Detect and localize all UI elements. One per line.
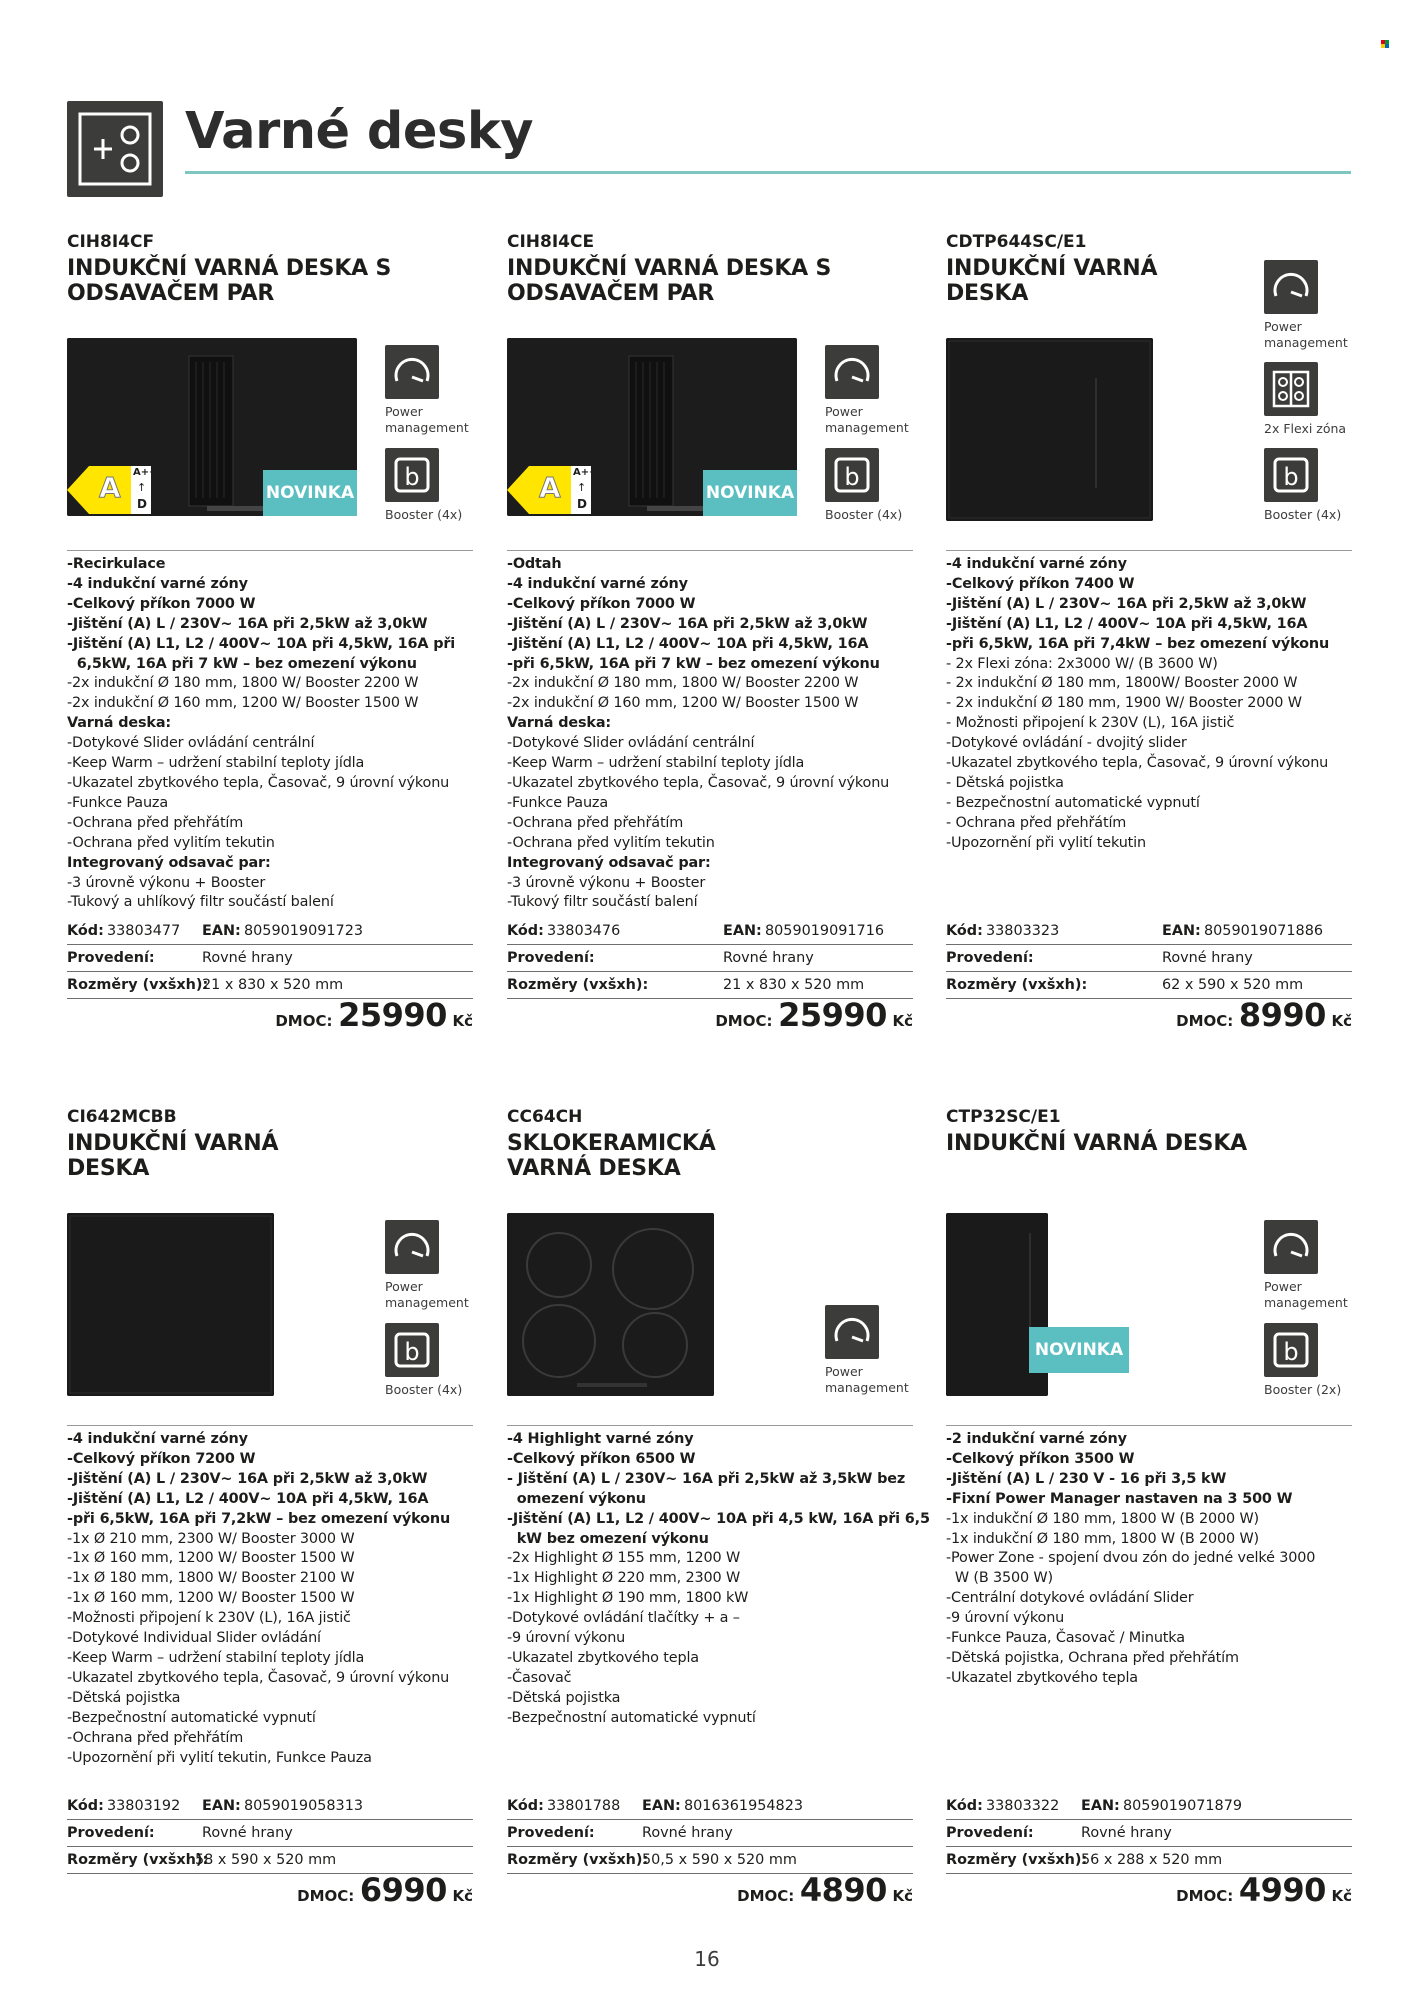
price-label: DMOC: bbox=[715, 1012, 773, 1030]
booster-badge bbox=[1264, 1323, 1341, 1398]
feature-item: -Celkový příkon 7200 W bbox=[67, 1450, 256, 1467]
price-value: 25990 bbox=[338, 996, 447, 1034]
feature-item: -Ochrana před přehřátím bbox=[67, 814, 244, 831]
ean-label: EAN: bbox=[723, 923, 762, 939]
spec-row-dims bbox=[946, 972, 1352, 999]
feature-item: -Ochrana před vylitím tekutin bbox=[507, 834, 715, 851]
spec-row-finish bbox=[67, 1820, 473, 1847]
price-currency: Kč bbox=[892, 1887, 913, 1905]
feature-item: W (B 3500 W) bbox=[946, 1570, 1053, 1587]
feature-item: Varná deska: bbox=[67, 715, 171, 732]
spec-row-dims bbox=[507, 1847, 913, 1874]
product-card-ctp32sc bbox=[946, 1107, 1352, 1907]
dims-value: 58 x 590 x 520 mm bbox=[195, 1852, 337, 1868]
feature-item: -Ukazatel zbytkového tepla, Časovač, 9 úrovní výkonu bbox=[67, 1669, 450, 1686]
feature-item: -Dotykové Slider ovládání centrální bbox=[67, 735, 315, 752]
spec-row-code bbox=[67, 1793, 473, 1820]
power-gauge-icon bbox=[1264, 260, 1318, 314]
new-badge: NOVINKA bbox=[703, 470, 797, 516]
feature-item: -Fixní Power Manager nastaven na 3 500 W bbox=[946, 1490, 1293, 1507]
feature-list bbox=[946, 550, 1352, 854]
product-photo-ceramic-hob bbox=[507, 1213, 714, 1396]
feature-item: -4 indukční varné zóny bbox=[67, 575, 248, 592]
spec-table bbox=[507, 918, 913, 999]
feature-item: -Jištění (A) L / 230 V - 16 při 3,5 kW bbox=[946, 1470, 1227, 1487]
energy-label bbox=[507, 464, 607, 520]
price bbox=[1176, 1871, 1352, 1909]
feature-item: - Dětská pojistka bbox=[946, 774, 1064, 791]
product-photo-induction-hob bbox=[946, 338, 1153, 521]
price-label: DMOC: bbox=[297, 1887, 355, 1905]
feature-item: -Dotykové Individual Slider ovládání bbox=[67, 1630, 321, 1647]
booster-label: Booster (4x) bbox=[385, 507, 463, 522]
finish-label: Provedení: bbox=[946, 1825, 1034, 1841]
feature-item: Integrovaný odsavač par: bbox=[67, 854, 271, 871]
feature-item: -Ochrana před vylitím tekutin bbox=[67, 834, 275, 851]
ean-label: EAN: bbox=[202, 1798, 241, 1814]
spec-row-finish bbox=[946, 1820, 1352, 1847]
feature-list bbox=[67, 550, 473, 913]
energy-scale-bottom: D bbox=[577, 497, 587, 511]
finish-value: Rovné hrany bbox=[202, 1825, 293, 1841]
product-model: CI642MCBB bbox=[67, 1107, 177, 1127]
power-management-label: Power management bbox=[825, 404, 909, 435]
feature-item: -Keep Warm – udržení stabilní teploty jídla bbox=[67, 755, 365, 772]
feature-item: -Ukazatel zbytkového tepla, Časovač, 9 úrovní výkonu bbox=[67, 774, 450, 791]
spec-table bbox=[67, 918, 473, 999]
spec-row-code bbox=[946, 1793, 1352, 1820]
dims-value: 56 x 288 x 520 mm bbox=[1081, 1852, 1223, 1868]
feature-list bbox=[946, 1425, 1352, 1689]
feature-item: -9 úrovní výkonu bbox=[946, 1610, 1065, 1627]
feature-item: -Celkový příkon 6500 W bbox=[507, 1450, 696, 1467]
feature-item: -Centrální dotykové ovládání Slider bbox=[946, 1590, 1194, 1607]
product-model: CTP32SC/E1 bbox=[946, 1107, 1061, 1127]
code-label: Kód: bbox=[67, 923, 104, 939]
ean-value: 8059019058313 bbox=[244, 1798, 364, 1814]
feature-item: -2x indukční Ø 160 mm, 1200 W/ Booster 1500 W bbox=[507, 695, 859, 712]
finish-label: Provedení: bbox=[946, 950, 1034, 966]
code-value: 33803322 bbox=[986, 1798, 1060, 1814]
product-card-cc64ch bbox=[507, 1107, 930, 1909]
spec-row-finish bbox=[507, 945, 913, 972]
feature-item: -Jištění (A) L1, L2 / 400V~ 10A při 4,5kW, 16A bbox=[67, 1490, 429, 1507]
dims-label: Rozměry (vxšxh): bbox=[946, 977, 1088, 993]
spec-table bbox=[507, 1793, 913, 1874]
booster-badge bbox=[1264, 448, 1341, 523]
price-value: 4890 bbox=[799, 1871, 887, 1909]
energy-scale-top: A+++ bbox=[573, 467, 606, 478]
product-name: INDUKČNÍ VARNÁ DESKA bbox=[946, 1131, 1247, 1156]
feature-item: -Jištění (A) L / 230V~ 16A při 2,5kW až 3,0kW bbox=[67, 1470, 428, 1487]
power-gauge-icon bbox=[1264, 1220, 1318, 1274]
product-card-cih8i4ce bbox=[507, 232, 913, 1032]
price bbox=[297, 1871, 473, 1909]
finish-value: Rovné hrany bbox=[1081, 1825, 1172, 1841]
feature-item: -Jištění (A) L / 230V~ 16A při 2,5kW až 3,0kW bbox=[507, 615, 868, 632]
booster-badge bbox=[385, 1323, 462, 1398]
feature-item: -2x indukční Ø 180 mm, 1800 W/ Booster 2200 W bbox=[67, 675, 419, 692]
code-label: Kód: bbox=[67, 1798, 104, 1814]
power-management-label: Power management bbox=[825, 1364, 909, 1395]
code-label: Kód: bbox=[507, 923, 544, 939]
price-value: 6990 bbox=[359, 1871, 447, 1909]
flexi-zone-label: 2x Flexi zóna bbox=[1264, 421, 1347, 436]
feature-item: -Jištění (A) L / 230V~ 16A při 2,5kW až 3,0kW bbox=[67, 615, 428, 632]
energy-class: A bbox=[99, 471, 121, 504]
price-value: 4990 bbox=[1238, 1871, 1326, 1909]
energy-label bbox=[67, 464, 167, 520]
feature-item: -při 6,5kW, 16A při 7,2kW – bez omezení výkonu bbox=[67, 1510, 451, 1527]
svg-text:b: b bbox=[1283, 1338, 1299, 1366]
spec-table bbox=[946, 918, 1352, 999]
ean-label: EAN: bbox=[1081, 1798, 1120, 1814]
finish-value: Rovné hrany bbox=[202, 950, 293, 966]
ean-value: 8059019091716 bbox=[765, 923, 885, 939]
spec-row-dims bbox=[946, 1847, 1352, 1874]
feature-item: -Celkový příkon 3500 W bbox=[946, 1450, 1135, 1467]
feature-item: -Tukový filtr součástí balení bbox=[507, 894, 698, 911]
feature-item: -4 indukční varné zóny bbox=[507, 575, 688, 592]
feature-item: -Dotykové Slider ovládání centrální bbox=[507, 735, 755, 752]
feature-list bbox=[507, 1425, 930, 1729]
product-model: CIH8I4CF bbox=[67, 232, 155, 252]
feature-item: -Dětská pojistka, Ochrana před přehřátím bbox=[946, 1649, 1239, 1666]
page-number: 16 bbox=[694, 1947, 720, 1971]
product-name: INDUKČNÍ VARNÁ DESKA S ODSAVAČEM PAR bbox=[507, 256, 832, 306]
product-card-cdtp644sc bbox=[946, 232, 1352, 1032]
feature-item: Integrovaný odsavač par: bbox=[507, 854, 711, 871]
feature-item: -Jištění (A) L1, L2 / 400V~ 10A při 4,5kW, 16A při bbox=[67, 635, 456, 652]
product-model: CIH8I4CE bbox=[507, 232, 595, 252]
ean-value: 8059019091723 bbox=[244, 923, 364, 939]
finish-value: Rovné hrany bbox=[723, 950, 814, 966]
new-badge: NOVINKA bbox=[1029, 1327, 1129, 1373]
spec-row-finish bbox=[507, 1820, 913, 1847]
feature-item: 6,5kW, 16A při 7 kW – bez omezení výkonu bbox=[67, 655, 417, 672]
price-currency: Kč bbox=[1331, 1887, 1352, 1905]
feature-item: -Ochrana před přehřátím bbox=[507, 814, 684, 831]
dims-value: 50,5 x 590 x 520 mm bbox=[642, 1852, 797, 1868]
energy-arrow-up-icon: ↑ bbox=[577, 481, 587, 494]
dims-label: Rozměry (vxšxh): bbox=[67, 977, 209, 993]
svg-text:b: b bbox=[404, 1338, 420, 1366]
spec-row-code bbox=[946, 918, 1352, 945]
feature-item: -9 úrovní výkonu bbox=[507, 1630, 626, 1647]
booster-b-icon bbox=[825, 448, 879, 502]
price-label: DMOC: bbox=[1176, 1012, 1234, 1030]
finish-label: Provedení: bbox=[67, 950, 155, 966]
booster-b-icon bbox=[1264, 1323, 1318, 1377]
power-management-badge bbox=[1264, 1220, 1354, 1311]
product-name: INDUKČNÍ VARNÁ DESKA bbox=[67, 1131, 279, 1181]
feature-item: - 2x indukční Ø 180 mm, 1800W/ Booster 2000 W bbox=[946, 675, 1298, 692]
feature-item: -Keep Warm – udržení stabilní teploty jídla bbox=[507, 755, 805, 772]
feature-item: -při 6,5kW, 16A při 7 kW – bez omezení výkonu bbox=[507, 655, 880, 672]
feature-item: -Funkce Pauza bbox=[67, 794, 168, 811]
code-value: 33803477 bbox=[107, 923, 181, 939]
feature-item: -Upozornění při vylití tekutin bbox=[946, 834, 1146, 851]
feature-item: -2x Highlight Ø 155 mm, 1200 W bbox=[507, 1550, 741, 1567]
power-management-label: Power management bbox=[385, 404, 469, 435]
feature-item: -4 indukční varné zóny bbox=[67, 1431, 248, 1447]
price-currency: Kč bbox=[452, 1887, 473, 1905]
feature-item: -Dětská pojistka bbox=[67, 1689, 181, 1706]
feature-item: -Časovač bbox=[507, 1669, 572, 1686]
price-value: 25990 bbox=[778, 996, 887, 1034]
booster-badge bbox=[825, 448, 902, 523]
price bbox=[737, 1871, 913, 1909]
product-photo-induction-hob bbox=[67, 1213, 274, 1396]
feature-item: -Dětská pojistka bbox=[507, 1689, 621, 1706]
feature-item: - 2x indukční Ø 180 mm, 1900 W/ Booster 2000 W bbox=[946, 695, 1302, 712]
title-divider bbox=[185, 171, 1351, 174]
product-card-cih8i4cf bbox=[67, 232, 473, 1032]
feature-item: -Funkce Pauza, Časovač / Minutka bbox=[946, 1630, 1185, 1647]
energy-scale-top: A+++ bbox=[133, 467, 166, 478]
ean-label: EAN: bbox=[1162, 923, 1201, 939]
spec-row-dims bbox=[67, 1847, 473, 1874]
feature-item: -1x Ø 210 mm, 2300 W/ Booster 3000 W bbox=[67, 1530, 355, 1547]
spec-row-code bbox=[507, 1793, 913, 1820]
power-management-badge bbox=[1264, 260, 1354, 351]
dims-label: Rozměry (vxšxh): bbox=[507, 977, 649, 993]
power-management-badge bbox=[825, 1305, 915, 1396]
feature-item: omezení výkonu bbox=[507, 1490, 646, 1507]
cooktop-category-icon bbox=[67, 101, 163, 197]
feature-item: -Bezpečnostní automatické vypnutí bbox=[507, 1709, 756, 1726]
code-value: 33803192 bbox=[107, 1798, 181, 1814]
power-management-label: Power management bbox=[1264, 1279, 1348, 1310]
feature-item: -Keep Warm – udržení stabilní teploty jídla bbox=[67, 1649, 365, 1666]
dims-label: Rozměry (vxšxh): bbox=[67, 1852, 209, 1868]
product-name: INDUKČNÍ VARNÁ DESKA bbox=[946, 256, 1158, 306]
booster-b-icon bbox=[1264, 448, 1318, 502]
feature-item: -Ukazatel zbytkového tepla bbox=[507, 1649, 699, 1666]
code-value: 33803476 bbox=[547, 923, 621, 939]
feature-item: -Recirkulace bbox=[67, 556, 166, 572]
feature-item: -1x Highlight Ø 190 mm, 1800 kW bbox=[507, 1590, 749, 1607]
booster-label: Booster (4x) bbox=[385, 1382, 463, 1397]
price-currency: Kč bbox=[452, 1012, 473, 1030]
finish-label: Provedení: bbox=[507, 1825, 595, 1841]
feature-item: -3 úrovně výkonu + Booster bbox=[67, 874, 266, 891]
price bbox=[1176, 996, 1352, 1034]
spec-row-code bbox=[67, 918, 473, 945]
ean-value: 8016361954823 bbox=[684, 1798, 804, 1814]
spec-row-finish bbox=[946, 945, 1352, 972]
booster-label: Booster (2x) bbox=[1264, 1382, 1342, 1397]
power-management-label: Power management bbox=[1264, 319, 1348, 350]
price-currency: Kč bbox=[1331, 1012, 1352, 1030]
feature-item: -Upozornění při vylití tekutin, Funkce Pauza bbox=[67, 1749, 372, 1766]
spec-row-code bbox=[507, 918, 913, 945]
feature-item: - Jištění (A) L / 230V~ 16A při 2,5kW až 3,5kW bez bbox=[507, 1470, 906, 1487]
price bbox=[275, 996, 473, 1034]
feature-item: -1x Ø 180 mm, 1800 W/ Booster 2100 W bbox=[67, 1570, 355, 1587]
dims-value: 21 x 830 x 520 mm bbox=[202, 977, 344, 993]
feature-item: -Ukazatel zbytkového tepla bbox=[946, 1669, 1138, 1686]
feature-item: -při 6,5kW, 16A při 7,4kW – bez omezení výkonu bbox=[946, 635, 1330, 652]
price-currency: Kč bbox=[892, 1012, 913, 1030]
price bbox=[715, 996, 913, 1034]
feature-item: kW bez omezení výkonu bbox=[507, 1530, 709, 1547]
price-label: DMOC: bbox=[1176, 1887, 1234, 1905]
feature-item: -Dotykové ovládání tlačítky + a – bbox=[507, 1610, 740, 1627]
finish-label: Provedení: bbox=[67, 1825, 155, 1841]
booster-b-icon bbox=[385, 1323, 439, 1377]
feature-item: -Jištění (A) L / 230V~ 16A při 2,5kW až 3,0kW bbox=[946, 595, 1307, 612]
power-gauge-icon bbox=[385, 1220, 439, 1274]
finish-value: Rovné hrany bbox=[1162, 950, 1253, 966]
energy-class: A bbox=[539, 471, 561, 504]
dims-label: Rozměry (vxšxh): bbox=[507, 1852, 649, 1868]
power-gauge-icon bbox=[825, 345, 879, 399]
feature-item: -Tukový a uhlíkový filtr součástí balení bbox=[67, 894, 334, 911]
feature-item: -Funkce Pauza bbox=[507, 794, 608, 811]
spec-table bbox=[946, 1793, 1352, 1874]
dims-label: Rozměry (vxšxh): bbox=[946, 1852, 1088, 1868]
feature-item: -Ukazatel zbytkového tepla, Časovač, 9 úrovní výkonu bbox=[946, 755, 1329, 772]
feature-item: -1x Ø 160 mm, 1200 W/ Booster 1500 W bbox=[67, 1550, 355, 1567]
page-title: Varné desky bbox=[185, 102, 534, 161]
flexi-zone-badge bbox=[1264, 362, 1346, 437]
feature-item: -4 Highlight varné zóny bbox=[507, 1431, 694, 1447]
feature-item: -Ochrana před přehřátím bbox=[67, 1729, 244, 1746]
new-badge: NOVINKA bbox=[263, 470, 357, 516]
spec-row-finish bbox=[67, 945, 473, 972]
feature-item: -3 úrovně výkonu + Booster bbox=[507, 874, 706, 891]
spec-row-dims bbox=[507, 972, 913, 999]
ean-value: 8059019071879 bbox=[1123, 1798, 1243, 1814]
feature-item: Varná deska: bbox=[507, 715, 611, 732]
feature-item: -Celkový příkon 7000 W bbox=[507, 595, 696, 612]
booster-b-icon bbox=[385, 448, 439, 502]
booster-label: Booster (4x) bbox=[825, 507, 903, 522]
feature-item: -Ukazatel zbytkového tepla, Časovač, 9 úrovní výkonu bbox=[507, 774, 890, 791]
svg-text:b: b bbox=[844, 463, 860, 491]
feature-item: -1x indukční Ø 180 mm, 1800 W (B 2000 W) bbox=[946, 1530, 1259, 1547]
spec-row-dims bbox=[67, 972, 473, 999]
ean-label: EAN: bbox=[202, 923, 241, 939]
feature-item: -1x Highlight Ø 220 mm, 2300 W bbox=[507, 1570, 741, 1587]
energy-scale-bottom: D bbox=[137, 497, 147, 511]
ean-label: EAN: bbox=[642, 1798, 681, 1814]
booster-label: Booster (4x) bbox=[1264, 507, 1342, 522]
booster-badge bbox=[385, 448, 462, 523]
energy-arrow-up-icon: ↑ bbox=[137, 481, 147, 494]
finish-value: Rovné hrany bbox=[642, 1825, 733, 1841]
product-name: INDUKČNÍ VARNÁ DESKA S ODSAVAČEM PAR bbox=[67, 256, 392, 306]
feature-item: -4 indukční varné zóny bbox=[946, 556, 1127, 572]
product-model: CC64CH bbox=[507, 1107, 583, 1127]
flexi-zone-icon bbox=[1264, 362, 1318, 416]
feature-item: - 2x Flexi zóna: 2x3000 W/ (B 3600 W) bbox=[946, 655, 1218, 672]
feature-item: -Odtah bbox=[507, 556, 562, 572]
code-label: Kód: bbox=[507, 1798, 544, 1814]
ean-value: 8059019071886 bbox=[1204, 923, 1324, 939]
feature-item: -Bezpečnostní automatické vypnutí bbox=[67, 1709, 316, 1726]
power-management-badge bbox=[825, 345, 915, 436]
product-name: SKLOKERAMICKÁ VARNÁ DESKA bbox=[507, 1131, 716, 1181]
dims-value: 62 x 590 x 520 mm bbox=[1162, 977, 1304, 993]
svg-text:b: b bbox=[404, 463, 420, 491]
price-value: 8990 bbox=[1238, 996, 1326, 1034]
feature-item: -Jištění (A) L1, L2 / 400V~ 10A při 4,5kW, 16A bbox=[507, 635, 869, 652]
finish-label: Provedení: bbox=[507, 950, 595, 966]
feature-item: - Bezpečnostní automatické vypnutí bbox=[946, 794, 1200, 811]
power-management-badge bbox=[385, 345, 475, 436]
price-label: DMOC: bbox=[737, 1887, 795, 1905]
product-card-ci642mcbb bbox=[67, 1107, 473, 1907]
feature-item: -2 indukční varné zóny bbox=[946, 1431, 1127, 1447]
feature-item: -2x indukční Ø 160 mm, 1200 W/ Booster 1500 W bbox=[67, 695, 419, 712]
code-label: Kód: bbox=[946, 923, 983, 939]
feature-item: -Jištění (A) L1, L2 / 400V~ 10A při 4,5kW, 16A bbox=[946, 615, 1308, 632]
power-management-label: Power management bbox=[385, 1279, 469, 1310]
feature-item: -Celkový příkon 7400 W bbox=[946, 575, 1135, 592]
feature-item: -Power Zone - spojení dvou zón do jedné velké 3000 bbox=[946, 1550, 1316, 1567]
price-label: DMOC: bbox=[275, 1012, 333, 1030]
feature-item: -Celkový příkon 7000 W bbox=[67, 595, 256, 612]
code-label: Kód: bbox=[946, 1798, 983, 1814]
code-value: 33803323 bbox=[986, 923, 1060, 939]
feature-list bbox=[507, 550, 913, 913]
svg-text:b: b bbox=[1283, 463, 1299, 491]
code-value: 33801788 bbox=[547, 1798, 621, 1814]
feature-item: -1x indukční Ø 180 mm, 1800 W (B 2000 W) bbox=[946, 1510, 1259, 1527]
feature-item: -Možnosti připojení k 230V (L), 16A jistič bbox=[67, 1610, 351, 1627]
power-gauge-icon bbox=[385, 345, 439, 399]
feature-item: -1x Ø 160 mm, 1200 W/ Booster 1500 W bbox=[67, 1590, 355, 1607]
power-gauge-icon bbox=[825, 1305, 879, 1359]
spec-table bbox=[67, 1793, 473, 1874]
feature-item: - Možnosti připojení k 230V (L), 16A jistič bbox=[946, 715, 1235, 732]
feature-item: -2x indukční Ø 180 mm, 1800 W/ Booster 2200 W bbox=[507, 675, 859, 692]
feature-list bbox=[67, 1425, 473, 1768]
product-model: CDTP644SC/E1 bbox=[946, 232, 1087, 252]
corner-logo-mark bbox=[1381, 40, 1389, 48]
power-management-badge bbox=[385, 1220, 475, 1311]
feature-item: - Ochrana před přehřátím bbox=[946, 814, 1127, 831]
feature-item: -Jištění (A) L1, L2 / 400V~ 10A při 4,5 kW, 16A při 6,5 bbox=[507, 1510, 930, 1527]
dims-value: 21 x 830 x 520 mm bbox=[723, 977, 865, 993]
feature-item: -Dotykové ovládání - dvojitý slider bbox=[946, 735, 1187, 752]
